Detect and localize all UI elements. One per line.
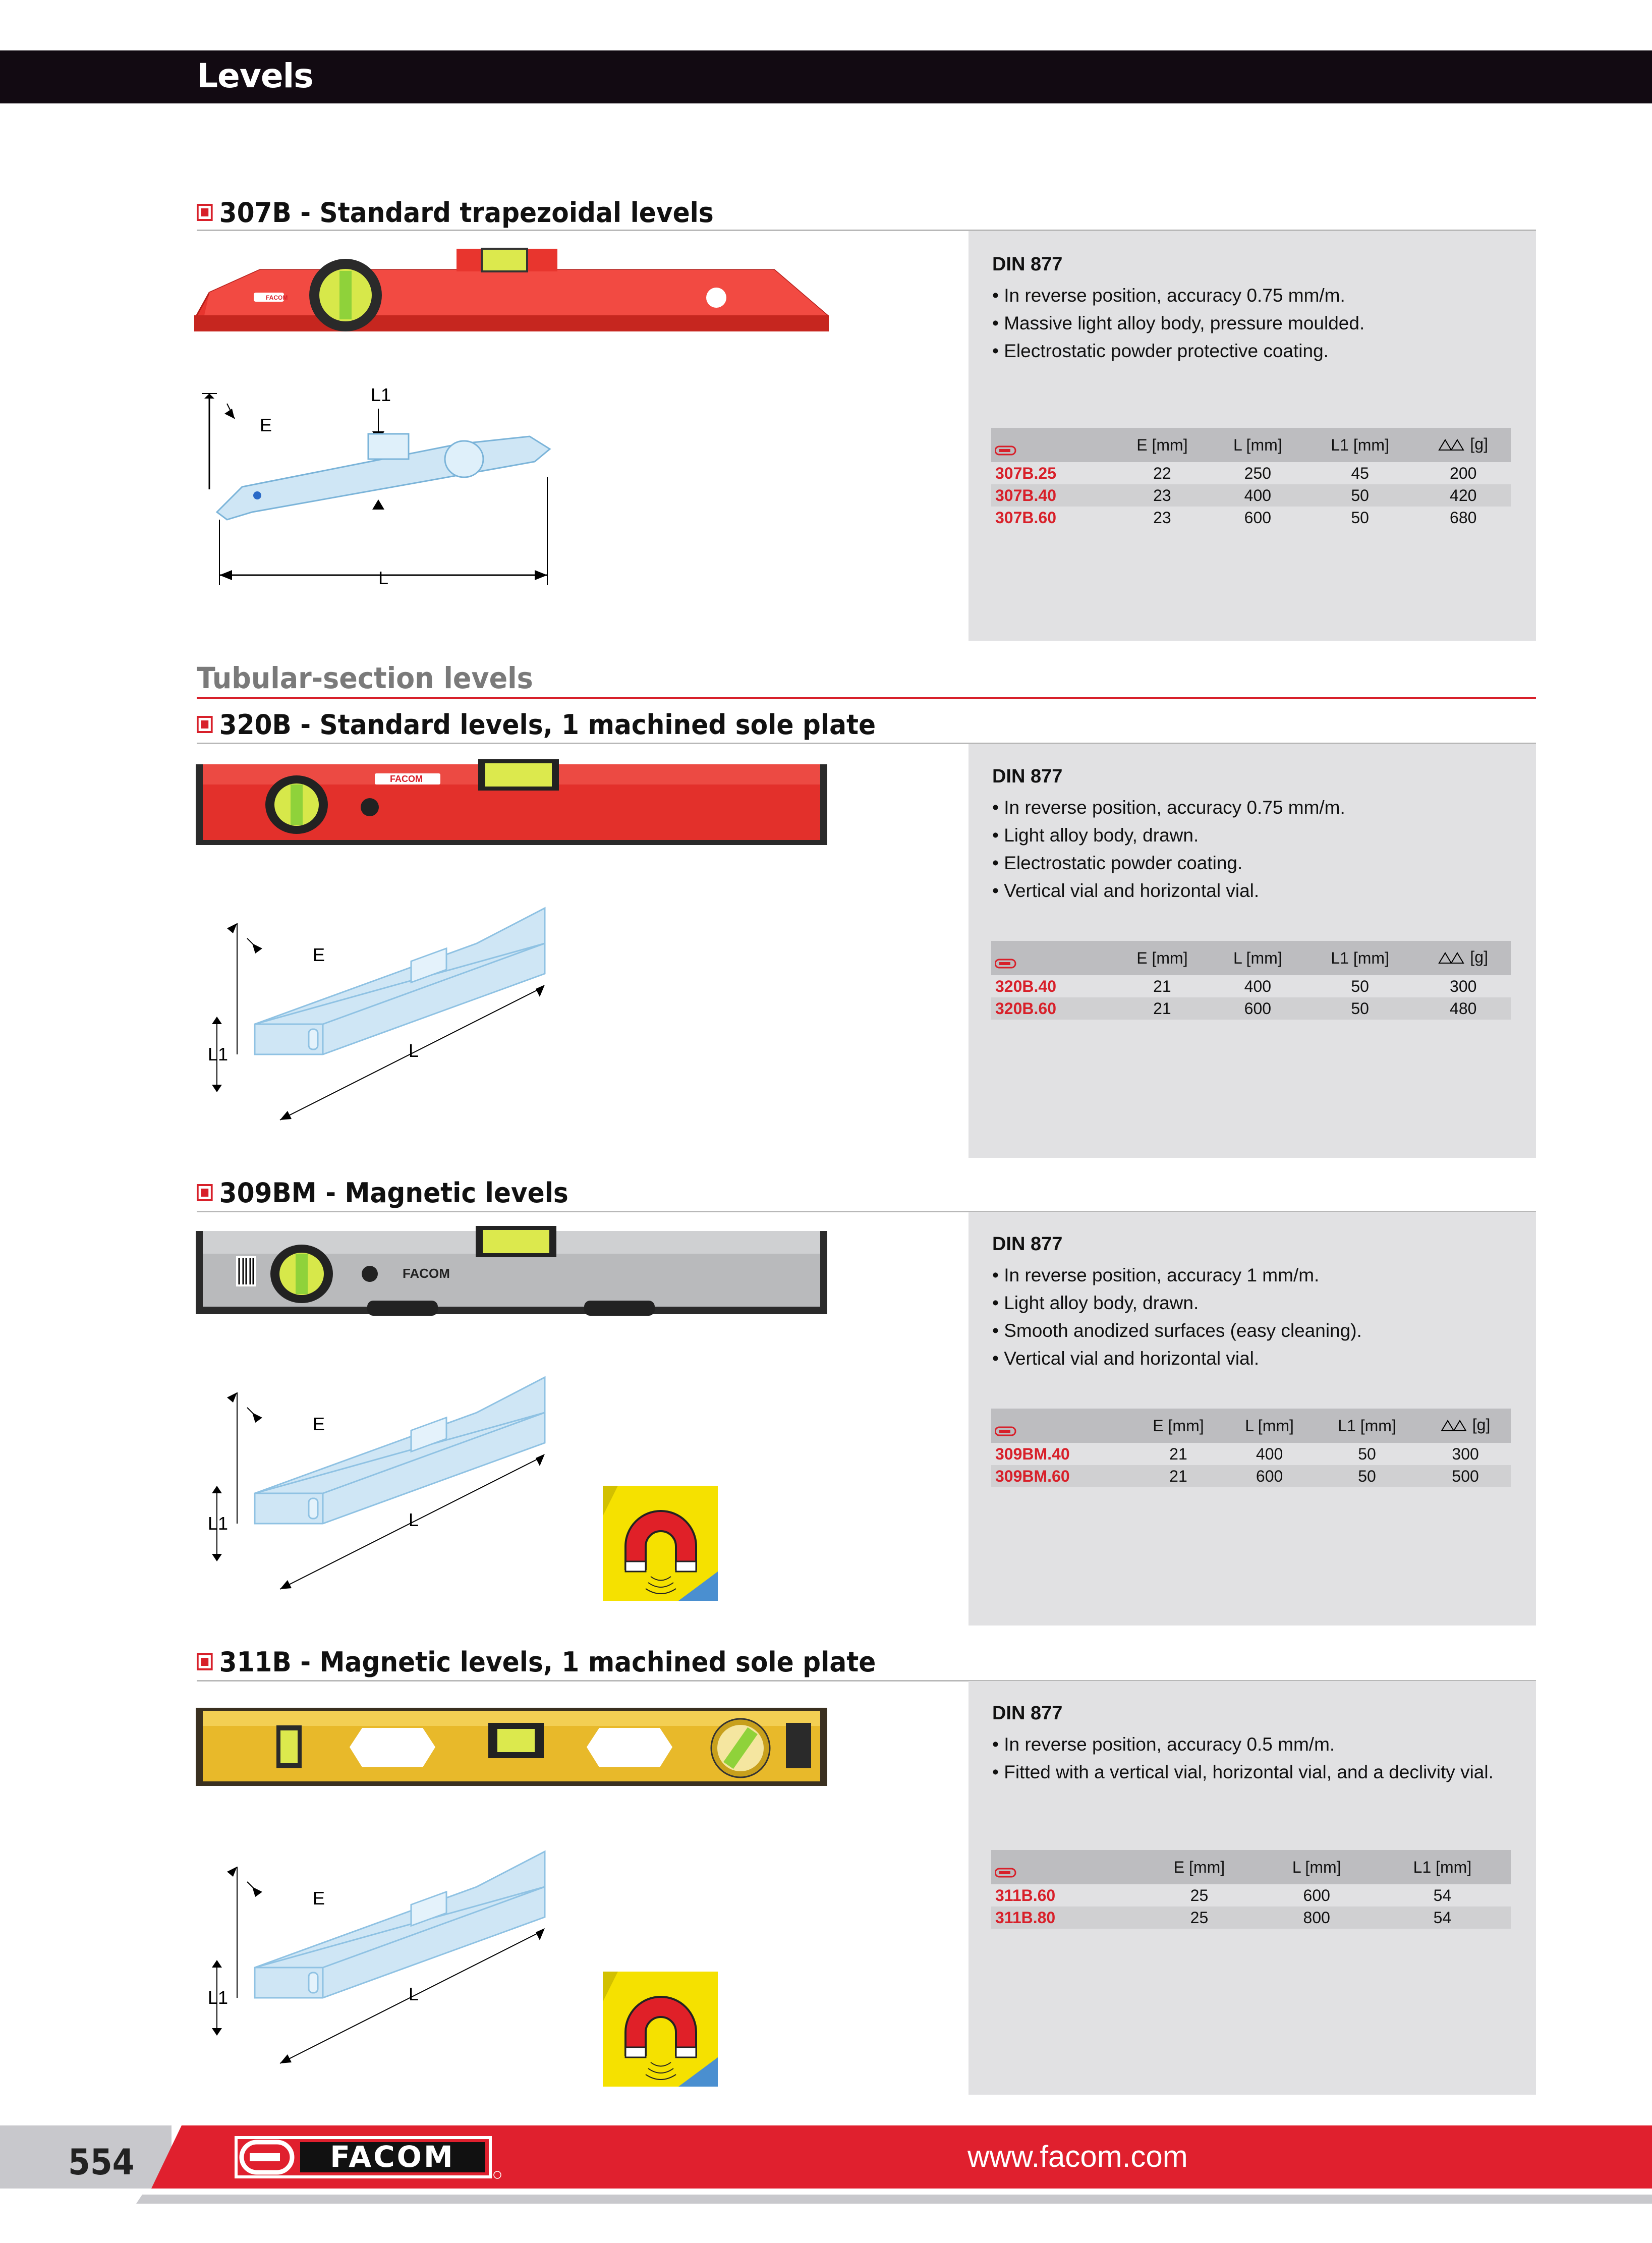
- table-header-row: [991, 1409, 1511, 1443]
- svg-text:L1: L1: [371, 384, 391, 405]
- spec-table-309bm: [991, 1409, 1511, 1487]
- table-row: [991, 462, 1511, 484]
- reference-cell[interactable]: 309BM.40: [995, 1444, 1070, 1463]
- page-number: 554: [68, 2142, 135, 2183]
- spec-table-311b: [991, 1850, 1511, 1929]
- reference-icon: [995, 1863, 1019, 1873]
- table-row: [991, 484, 1511, 507]
- weight-icon: [1438, 949, 1465, 968]
- cell-e: 23: [1113, 484, 1211, 507]
- page-title: Levels: [197, 57, 313, 95]
- cell-l: 600: [1303, 1886, 1330, 1904]
- cell-e: 21: [1132, 1465, 1225, 1487]
- column-header-e: E [mm]: [1113, 941, 1211, 975]
- column-header-l1: L1 [mm]: [1314, 1409, 1420, 1443]
- standard-label: DIN 877: [992, 1703, 1063, 1724]
- column-header-l1: L1 [mm]: [1374, 1850, 1511, 1884]
- dimension-diagram-311b: [197, 1846, 560, 2079]
- cell-l1: 50: [1304, 997, 1416, 1020]
- feature-item: • Vertical vial and horizontal vial.: [992, 1344, 1362, 1372]
- cell-l1: 50: [1358, 1444, 1376, 1463]
- feature-item: • Fitted with a vertical vial, horizontal vial, and a declivity vial.: [992, 1758, 1494, 1786]
- svg-text:L: L: [378, 568, 389, 585]
- feature-list: [992, 794, 1345, 905]
- standard-label: DIN 877: [992, 254, 1063, 275]
- weight-icon: [1441, 1417, 1468, 1436]
- column-header-l: L [mm]: [1211, 428, 1304, 462]
- reference-column-header: [991, 1850, 1139, 1884]
- table-header-row: [991, 428, 1511, 462]
- column-header-e: E [mm]: [1132, 1409, 1225, 1443]
- dimension-diagram-309bm: [197, 1372, 560, 1604]
- facom-logo: [235, 2135, 502, 2179]
- feature-item: • Vertical vial and horizontal vial.: [992, 877, 1345, 905]
- feature-item: • Massive light alloy body, pressure moulded.: [992, 309, 1364, 337]
- table-row: [991, 1884, 1511, 1906]
- spec-table-307b: [991, 428, 1511, 529]
- feature-item: • In reverse position, accuracy 0.75 mm/m.: [992, 794, 1345, 821]
- magnet-icon: [603, 1486, 718, 1601]
- column-header-weight: [g]: [1420, 1409, 1511, 1443]
- column-header-l: L [mm]: [1225, 1409, 1314, 1443]
- table-header-row: [991, 1850, 1511, 1884]
- cell-l: 400: [1211, 484, 1304, 507]
- footer-rule: [136, 2195, 1652, 2204]
- column-header-e: E [mm]: [1139, 1850, 1259, 1884]
- weight-icon: [1438, 436, 1465, 455]
- reference-cell[interactable]: 307B.25: [995, 464, 1056, 482]
- reference-column-header: [991, 941, 1113, 975]
- table-row: [991, 507, 1511, 529]
- product-image-311b: [196, 1708, 831, 1788]
- product-brand-text: FACOM: [390, 774, 423, 784]
- dimension-diagram-320b: [197, 903, 560, 1135]
- cell-l: 400: [1244, 977, 1272, 995]
- table-row: [991, 1465, 1511, 1487]
- feature-item: • Smooth anodized surfaces (easy cleaning).: [992, 1317, 1362, 1344]
- product-brand-text: FACOM: [403, 1266, 450, 1281]
- cell-weight: 200: [1450, 464, 1477, 482]
- cell-e: 21: [1113, 997, 1211, 1020]
- column-header-weight: [g]: [1415, 428, 1511, 462]
- feature-item: • Light alloy body, drawn.: [992, 1289, 1362, 1317]
- cell-l1: 50: [1351, 977, 1369, 995]
- footer-url-link[interactable]: www.facom.com: [967, 2140, 1188, 2173]
- cell-l1: 54: [1374, 1906, 1511, 1929]
- cell-e: 21: [1169, 1444, 1187, 1463]
- section-title-309bm: 309BM - Magnetic levels: [197, 1177, 568, 1209]
- feature-item: • In reverse position, accuracy 1 mm/m.: [992, 1261, 1362, 1289]
- reference-cell[interactable]: 320B.60: [991, 997, 1113, 1020]
- standard-label: DIN 877: [992, 1233, 1063, 1255]
- feature-list: [992, 1261, 1362, 1372]
- cell-weight: 300: [1452, 1444, 1479, 1463]
- reference-column-header: [991, 428, 1113, 462]
- cell-weight: 680: [1450, 508, 1477, 527]
- magnet-icon: [603, 1972, 718, 2087]
- svg-text:L1: L1: [208, 1044, 229, 1064]
- reference-cell[interactable]: 307B.60: [995, 508, 1056, 527]
- section-bullet-icon: [197, 1653, 213, 1670]
- spec-panel-309bm: [969, 1212, 1536, 1625]
- table-row: [991, 1906, 1511, 1929]
- standard-label: DIN 877: [992, 766, 1063, 787]
- spec-panel-311b: [969, 1681, 1536, 2095]
- product-image-320b: [196, 759, 831, 850]
- table-row: [991, 997, 1511, 1020]
- feature-item: • In reverse position, accuracy 0.5 mm/m.: [992, 1730, 1494, 1758]
- section-bullet-icon: [197, 716, 213, 733]
- group-title: Tubular-section levels: [197, 661, 533, 695]
- section-title-320b: 320B - Standard levels, 1 machined sole plate: [197, 709, 876, 741]
- spec-table-320b: [991, 941, 1511, 1020]
- svg-text:E: E: [260, 415, 272, 435]
- table-row: [991, 975, 1511, 997]
- reference-cell[interactable]: 320B.40: [995, 977, 1056, 995]
- reference-cell[interactable]: 311B.80: [991, 1906, 1139, 1929]
- group-rule: [197, 697, 1536, 699]
- spec-panel-320b: [969, 744, 1536, 1158]
- svg-text:E: E: [313, 944, 325, 965]
- svg-text:L1: L1: [208, 1513, 229, 1534]
- column-header-l: L [mm]: [1260, 1850, 1374, 1884]
- product-brand-text: FACOM: [266, 294, 288, 301]
- logo-brand-text: FACOM: [330, 2140, 455, 2174]
- spec-panel-307b: [969, 231, 1536, 641]
- column-header-e: E [mm]: [1113, 428, 1211, 462]
- cell-l: 600: [1211, 997, 1304, 1020]
- product-image-307b: [194, 240, 830, 341]
- column-header-l1: L1 [mm]: [1304, 428, 1416, 462]
- cell-l1: 45: [1351, 464, 1369, 482]
- cell-weight: 420: [1415, 484, 1511, 507]
- reference-cell[interactable]: 307B.40: [991, 484, 1113, 507]
- feature-item: • Electrostatic powder coating.: [992, 849, 1345, 877]
- cell-e: 25: [1139, 1906, 1259, 1929]
- cell-e: 25: [1190, 1886, 1209, 1904]
- cell-weight: 500: [1420, 1465, 1511, 1487]
- svg-text:L: L: [409, 1984, 419, 2004]
- svg-text:L1: L1: [208, 1987, 229, 2008]
- feature-item: • Light alloy body, drawn.: [992, 821, 1345, 849]
- column-header-l: L [mm]: [1211, 941, 1304, 975]
- reference-icon: [995, 1422, 1019, 1432]
- feature-item: • Electrostatic powder protective coating.: [992, 337, 1364, 365]
- cell-l: 600: [1244, 508, 1272, 527]
- cell-l: 800: [1260, 1906, 1374, 1929]
- svg-text:L: L: [409, 1509, 419, 1530]
- cell-l1: 50: [1314, 1465, 1420, 1487]
- column-header-weight: [g]: [1415, 941, 1511, 975]
- product-image-309bm: [196, 1226, 831, 1317]
- cell-l: 250: [1244, 464, 1272, 482]
- column-header-l1: L1 [mm]: [1304, 941, 1416, 975]
- reference-cell[interactable]: 311B.60: [995, 1886, 1056, 1904]
- section-title-307b: 307B - Standard trapezoidal levels: [197, 197, 714, 229]
- svg-text:E: E: [313, 1888, 325, 1909]
- cell-l1: 50: [1304, 484, 1416, 507]
- feature-list: [992, 282, 1364, 365]
- section-title-311b: 311B - Magnetic levels, 1 machined sole plate: [197, 1646, 876, 1678]
- reference-icon: [995, 441, 1019, 451]
- section-bullet-icon: [197, 1184, 213, 1201]
- reference-cell[interactable]: 309BM.60: [991, 1465, 1132, 1487]
- cell-e: 22: [1153, 464, 1171, 482]
- reference-icon: [995, 954, 1019, 964]
- feature-item: • In reverse position, accuracy 0.75 mm/m.: [992, 282, 1364, 309]
- svg-text:E: E: [313, 1414, 325, 1434]
- cell-l: 400: [1256, 1444, 1283, 1463]
- dimension-diagram-307b: [197, 373, 560, 585]
- cell-weight: 300: [1450, 977, 1477, 995]
- cell-l: 600: [1225, 1465, 1314, 1487]
- cell-l1: 54: [1433, 1886, 1452, 1904]
- reference-column-header: [991, 1409, 1132, 1443]
- section-bullet-icon: [197, 204, 213, 221]
- svg-text:L: L: [409, 1040, 419, 1061]
- table-row: [991, 1443, 1511, 1465]
- table-header-row: [991, 941, 1511, 975]
- cell-e: 21: [1153, 977, 1171, 995]
- cell-e: 23: [1153, 508, 1171, 527]
- cell-l1: 50: [1351, 508, 1369, 527]
- cell-weight: 480: [1415, 997, 1511, 1020]
- feature-list: [992, 1730, 1494, 1786]
